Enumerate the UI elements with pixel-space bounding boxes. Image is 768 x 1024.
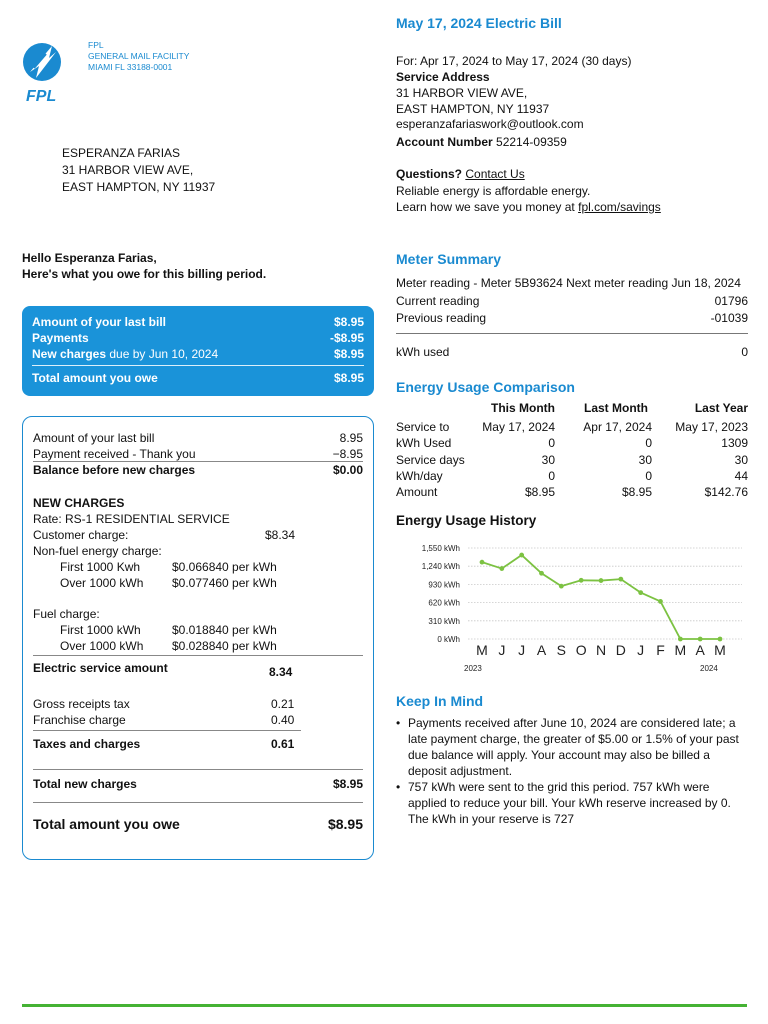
greeting-line2: Here's what you owe for this billing period. bbox=[22, 267, 267, 281]
customer-charge-label: Customer charge: bbox=[33, 528, 129, 542]
last-year-kwh-used: 1309 bbox=[721, 436, 748, 451]
charges-payment-label: Payment received - Thank you bbox=[33, 447, 196, 461]
franchise-row bbox=[33, 712, 363, 728]
email-address: esperanzafariaswork@outlook.com bbox=[396, 117, 584, 131]
chart-data-point bbox=[638, 590, 643, 595]
chart-data-point bbox=[499, 566, 504, 571]
chart-y-tick-label: 1,550 kWh bbox=[421, 544, 460, 553]
customer-name: ESPERANZA FARIAS bbox=[62, 146, 181, 160]
summary-new-charges-label: New charges bbox=[32, 347, 107, 361]
fpl-logo bbox=[22, 38, 66, 104]
col-last-month: Last Month bbox=[584, 401, 648, 415]
previous-reading-row bbox=[396, 310, 748, 326]
this-month-kwh-day: 0 bbox=[548, 468, 555, 483]
summary-total-row bbox=[32, 370, 364, 386]
service-address-line1: 31 HARBOR VIEW AVE, bbox=[396, 86, 528, 100]
chart-x-tick-label: M bbox=[674, 642, 687, 658]
account-number-label: Account Number bbox=[396, 135, 493, 149]
electric-service-value: 8.34 bbox=[269, 665, 293, 679]
this-month-amount: $8.95 bbox=[524, 485, 555, 500]
chart-data-point bbox=[579, 578, 584, 583]
greeting-line1: Hello Esperanza Farias, bbox=[22, 251, 157, 265]
chart-year-label: 2023 bbox=[464, 664, 482, 673]
chart-data-point bbox=[539, 571, 544, 576]
nonfuel-label: Non-fuel energy charge: bbox=[33, 544, 162, 558]
chart-y-tick-label: 620 kWh bbox=[428, 598, 460, 608]
col-this-month: This Month bbox=[491, 401, 555, 415]
customer-address-line1: 31 HARBOR VIEW AVE, bbox=[62, 163, 194, 177]
chart-x-tick-label: A bbox=[536, 642, 547, 658]
last-year-values bbox=[660, 419, 748, 500]
last-year-service-to: May 17, 2023 bbox=[675, 420, 748, 434]
nonfuel-over-rate: $0.077460 per kWh bbox=[172, 576, 277, 590]
footer-accent-line bbox=[22, 1004, 747, 1007]
chart-x-tick-label: A bbox=[695, 642, 705, 658]
last-month-service-to: Apr 17, 2024 bbox=[583, 420, 652, 434]
customer-charge-value: $8.34 bbox=[265, 528, 296, 542]
summary-last-bill-row bbox=[32, 314, 364, 330]
summary-divider bbox=[32, 365, 364, 366]
taxes-value: 0.61 bbox=[271, 737, 295, 751]
last-year-amount: $142.76 bbox=[704, 485, 748, 500]
current-reading-row bbox=[396, 293, 748, 309]
account-number-line bbox=[396, 134, 567, 150]
fuel-label: Fuel charge: bbox=[33, 607, 100, 621]
savings-prefix: Learn how we save you money at bbox=[396, 200, 579, 214]
chart-y-tick-label: 310 kWh bbox=[428, 616, 460, 626]
this-month-kwh-used: 0 bbox=[548, 436, 555, 451]
last-month-kwh-day: 0 bbox=[645, 468, 652, 483]
chart-x-tick-label: J bbox=[518, 642, 526, 658]
total-owe-value: $8.95 bbox=[327, 816, 363, 832]
divider bbox=[396, 333, 748, 334]
keep-in-mind-list bbox=[396, 715, 748, 827]
gross-receipts-value: 0.21 bbox=[271, 697, 295, 711]
service-address-line2: EAST HAMPTON, NY 11937 bbox=[396, 102, 550, 116]
nonfuel-first-rate: $0.066840 per kWh bbox=[172, 560, 277, 574]
charges-balance-row bbox=[33, 462, 363, 478]
contact-us-link[interactable]: Contact Us bbox=[465, 167, 525, 181]
current-reading-value: 01796 bbox=[714, 294, 748, 308]
savings-link[interactable]: fpl.com/savings bbox=[578, 200, 661, 214]
bill-title: May 17, 2024 Electric Bill bbox=[396, 15, 562, 31]
summary-payments-row bbox=[32, 330, 364, 346]
summary-payments-value: -$8.95 bbox=[329, 331, 364, 345]
divider bbox=[33, 655, 363, 656]
chart-data-point bbox=[519, 553, 524, 558]
summary-total-label: Total amount you owe bbox=[32, 371, 158, 385]
charges-payment-value: −8.95 bbox=[332, 447, 363, 461]
previous-reading-label: Previous reading bbox=[396, 311, 487, 325]
nonfuel-first-label: First 1000 Kwh bbox=[60, 560, 141, 574]
billing-period: For: Apr 17, 2024 to May 17, 2024 (30 days) bbox=[396, 54, 632, 68]
chart-x-tick-label: F bbox=[656, 642, 665, 658]
summary-new-charges-row bbox=[32, 346, 364, 362]
row-label-service-days: Service days bbox=[396, 452, 465, 467]
questions-line bbox=[396, 166, 525, 182]
keep-in-mind-heading: Keep In Mind bbox=[396, 693, 484, 709]
fuel-first-label: First 1000 kWh bbox=[60, 623, 141, 637]
row-label-service-to: Service to bbox=[396, 420, 450, 434]
kwh-used-row bbox=[396, 344, 748, 360]
savings-line bbox=[396, 199, 661, 215]
chart-y-tick-label: 0 kWh bbox=[437, 635, 460, 644]
chart-data-point bbox=[678, 637, 683, 642]
summary-payments-label: Payments bbox=[32, 331, 89, 345]
keep-in-mind-item: • Payments received after June 10, 2024 are considered late; a late payment charge, the greater of $5.00 or 1.5% of your past due balance will apply. Your account may also be billed a deposit adjustment. bbox=[396, 715, 748, 779]
company-address bbox=[88, 40, 189, 73]
col-last-year: Last Year bbox=[694, 401, 748, 415]
last-month-kwh-used: 0 bbox=[645, 436, 652, 451]
chart-y-tick-label: 1,240 kWh bbox=[421, 562, 460, 572]
this-month-values bbox=[470, 419, 555, 500]
keep-in-mind-item: • 757 kWh were sent to the grid this period. 757 kWh were applied to reduce your bill. Your kWh reserve increased by 0. The kWh in your reserve is 727 bbox=[396, 779, 748, 827]
company-name: FPL bbox=[88, 40, 104, 50]
nonfuel-over-label: Over 1000 kWh bbox=[60, 576, 144, 590]
logo-text: FPL bbox=[26, 88, 57, 104]
new-charges-heading: NEW CHARGES bbox=[33, 496, 125, 510]
chart-data-point bbox=[718, 637, 723, 642]
usage-history-chart bbox=[396, 538, 748, 678]
fuel-over-label: Over 1000 kWh bbox=[60, 639, 144, 653]
summary-last-bill-value: $8.95 bbox=[333, 315, 364, 329]
total-new-charges-value: $8.95 bbox=[332, 777, 363, 791]
chart-data-point bbox=[658, 599, 663, 604]
chart-x-tick-label: J bbox=[498, 642, 506, 658]
franchise-value: 0.40 bbox=[271, 713, 295, 727]
row-label-amount: Amount bbox=[396, 485, 438, 500]
total-new-charges-label: Total new charges bbox=[33, 777, 137, 791]
charges-last-bill-label: Amount of your last bill bbox=[33, 431, 155, 445]
this-month-days: 30 bbox=[541, 452, 555, 467]
chart-x-tick-label: J bbox=[637, 642, 645, 658]
last-month-days: 30 bbox=[638, 452, 652, 467]
chart-y-tick-label: 930 kWh bbox=[428, 580, 460, 590]
total-owe-label: Total amount you owe bbox=[33, 816, 180, 832]
amount-due-summary bbox=[22, 306, 374, 396]
summary-total-value: $8.95 bbox=[333, 371, 364, 385]
comparison-row-labels bbox=[396, 419, 465, 500]
charges-balance-label: Balance before new charges bbox=[33, 463, 196, 477]
customer-address-line2: EAST HAMPTON, NY 11937 bbox=[62, 180, 216, 194]
chart-data-point bbox=[480, 560, 485, 565]
kwh-used-value: 0 bbox=[741, 345, 748, 359]
chart-data-point bbox=[599, 578, 604, 583]
gross-receipts-label: Gross receipts tax bbox=[33, 697, 130, 711]
current-reading-label: Current reading bbox=[396, 294, 480, 308]
charges-payment-row bbox=[33, 446, 363, 462]
company-facility: GENERAL MAIL FACILITY bbox=[88, 51, 190, 61]
fuel-over-rate: $0.028840 per kWh bbox=[172, 639, 277, 653]
this-month-service-to: May 17, 2024 bbox=[482, 420, 555, 434]
chart-x-tick-label: S bbox=[556, 642, 567, 658]
divider bbox=[33, 802, 363, 803]
charges-last-bill-row bbox=[33, 430, 363, 446]
chart-data-point bbox=[618, 577, 623, 582]
chart-x-tick-label: M bbox=[476, 642, 488, 658]
usage-history-heading: Energy Usage History bbox=[396, 513, 537, 528]
last-month-amount: $8.95 bbox=[621, 485, 652, 500]
divider bbox=[33, 730, 301, 731]
last-month-values bbox=[565, 419, 652, 500]
chart-x-tick-label: O bbox=[575, 642, 587, 658]
gross-receipts-row bbox=[33, 696, 363, 712]
electric-service-label: Electric service amount bbox=[33, 661, 168, 675]
summary-last-bill-label: Amount of your last bill bbox=[32, 315, 166, 329]
divider bbox=[33, 769, 363, 770]
customer-charge-row bbox=[33, 527, 363, 543]
chart-x-tick-label: N bbox=[595, 642, 607, 658]
summary-new-charges-value: $8.95 bbox=[333, 347, 364, 361]
company-city: MIAMI FL 33188-0001 bbox=[88, 62, 173, 72]
charges-last-bill-value: 8.95 bbox=[339, 431, 363, 445]
comparison-heading: Energy Usage Comparison bbox=[396, 379, 575, 395]
row-label-kwh-used: kWh Used bbox=[396, 436, 452, 451]
meter-summary-heading: Meter Summary bbox=[396, 251, 502, 267]
last-year-kwh-day: 44 bbox=[734, 468, 748, 483]
last-year-days: 30 bbox=[734, 452, 748, 467]
meter-reading-line: Meter reading - Meter 5B93624 Next meter reading Jun 18, 2024 bbox=[396, 276, 741, 290]
chart-series-line bbox=[482, 555, 720, 639]
chart-data-point bbox=[698, 637, 703, 642]
total-owe-row bbox=[33, 815, 363, 833]
service-address-label: Service Address bbox=[396, 70, 490, 84]
questions-label: Questions? bbox=[396, 167, 463, 181]
total-new-charges-row bbox=[33, 776, 363, 792]
chart-year-label: 2024 bbox=[700, 664, 718, 673]
kwh-used-label: kWh used bbox=[396, 345, 450, 359]
summary-due-date: due by Jun 10, 2024 bbox=[106, 347, 219, 361]
fuel-first-rate: $0.018840 per kWh bbox=[172, 623, 277, 637]
taxes-label: Taxes and charges bbox=[33, 737, 141, 751]
taxes-row bbox=[33, 736, 363, 752]
charges-balance-value: $0.00 bbox=[332, 463, 363, 477]
tagline: Reliable energy is affordable energy. bbox=[396, 184, 591, 198]
rate-label: Rate: RS-1 RESIDENTIAL SERVICE bbox=[33, 512, 230, 526]
chart-x-tick-label: M bbox=[714, 642, 726, 658]
row-label-kwh-day: kWh/day bbox=[396, 468, 443, 483]
chart-data-point bbox=[559, 584, 564, 589]
chart-x-tick-label: D bbox=[615, 642, 626, 658]
previous-reading-value: -01039 bbox=[710, 311, 748, 325]
account-number: 52214-09359 bbox=[496, 135, 567, 149]
franchise-label: Franchise charge bbox=[33, 713, 126, 727]
charges-detail-box bbox=[22, 416, 374, 860]
